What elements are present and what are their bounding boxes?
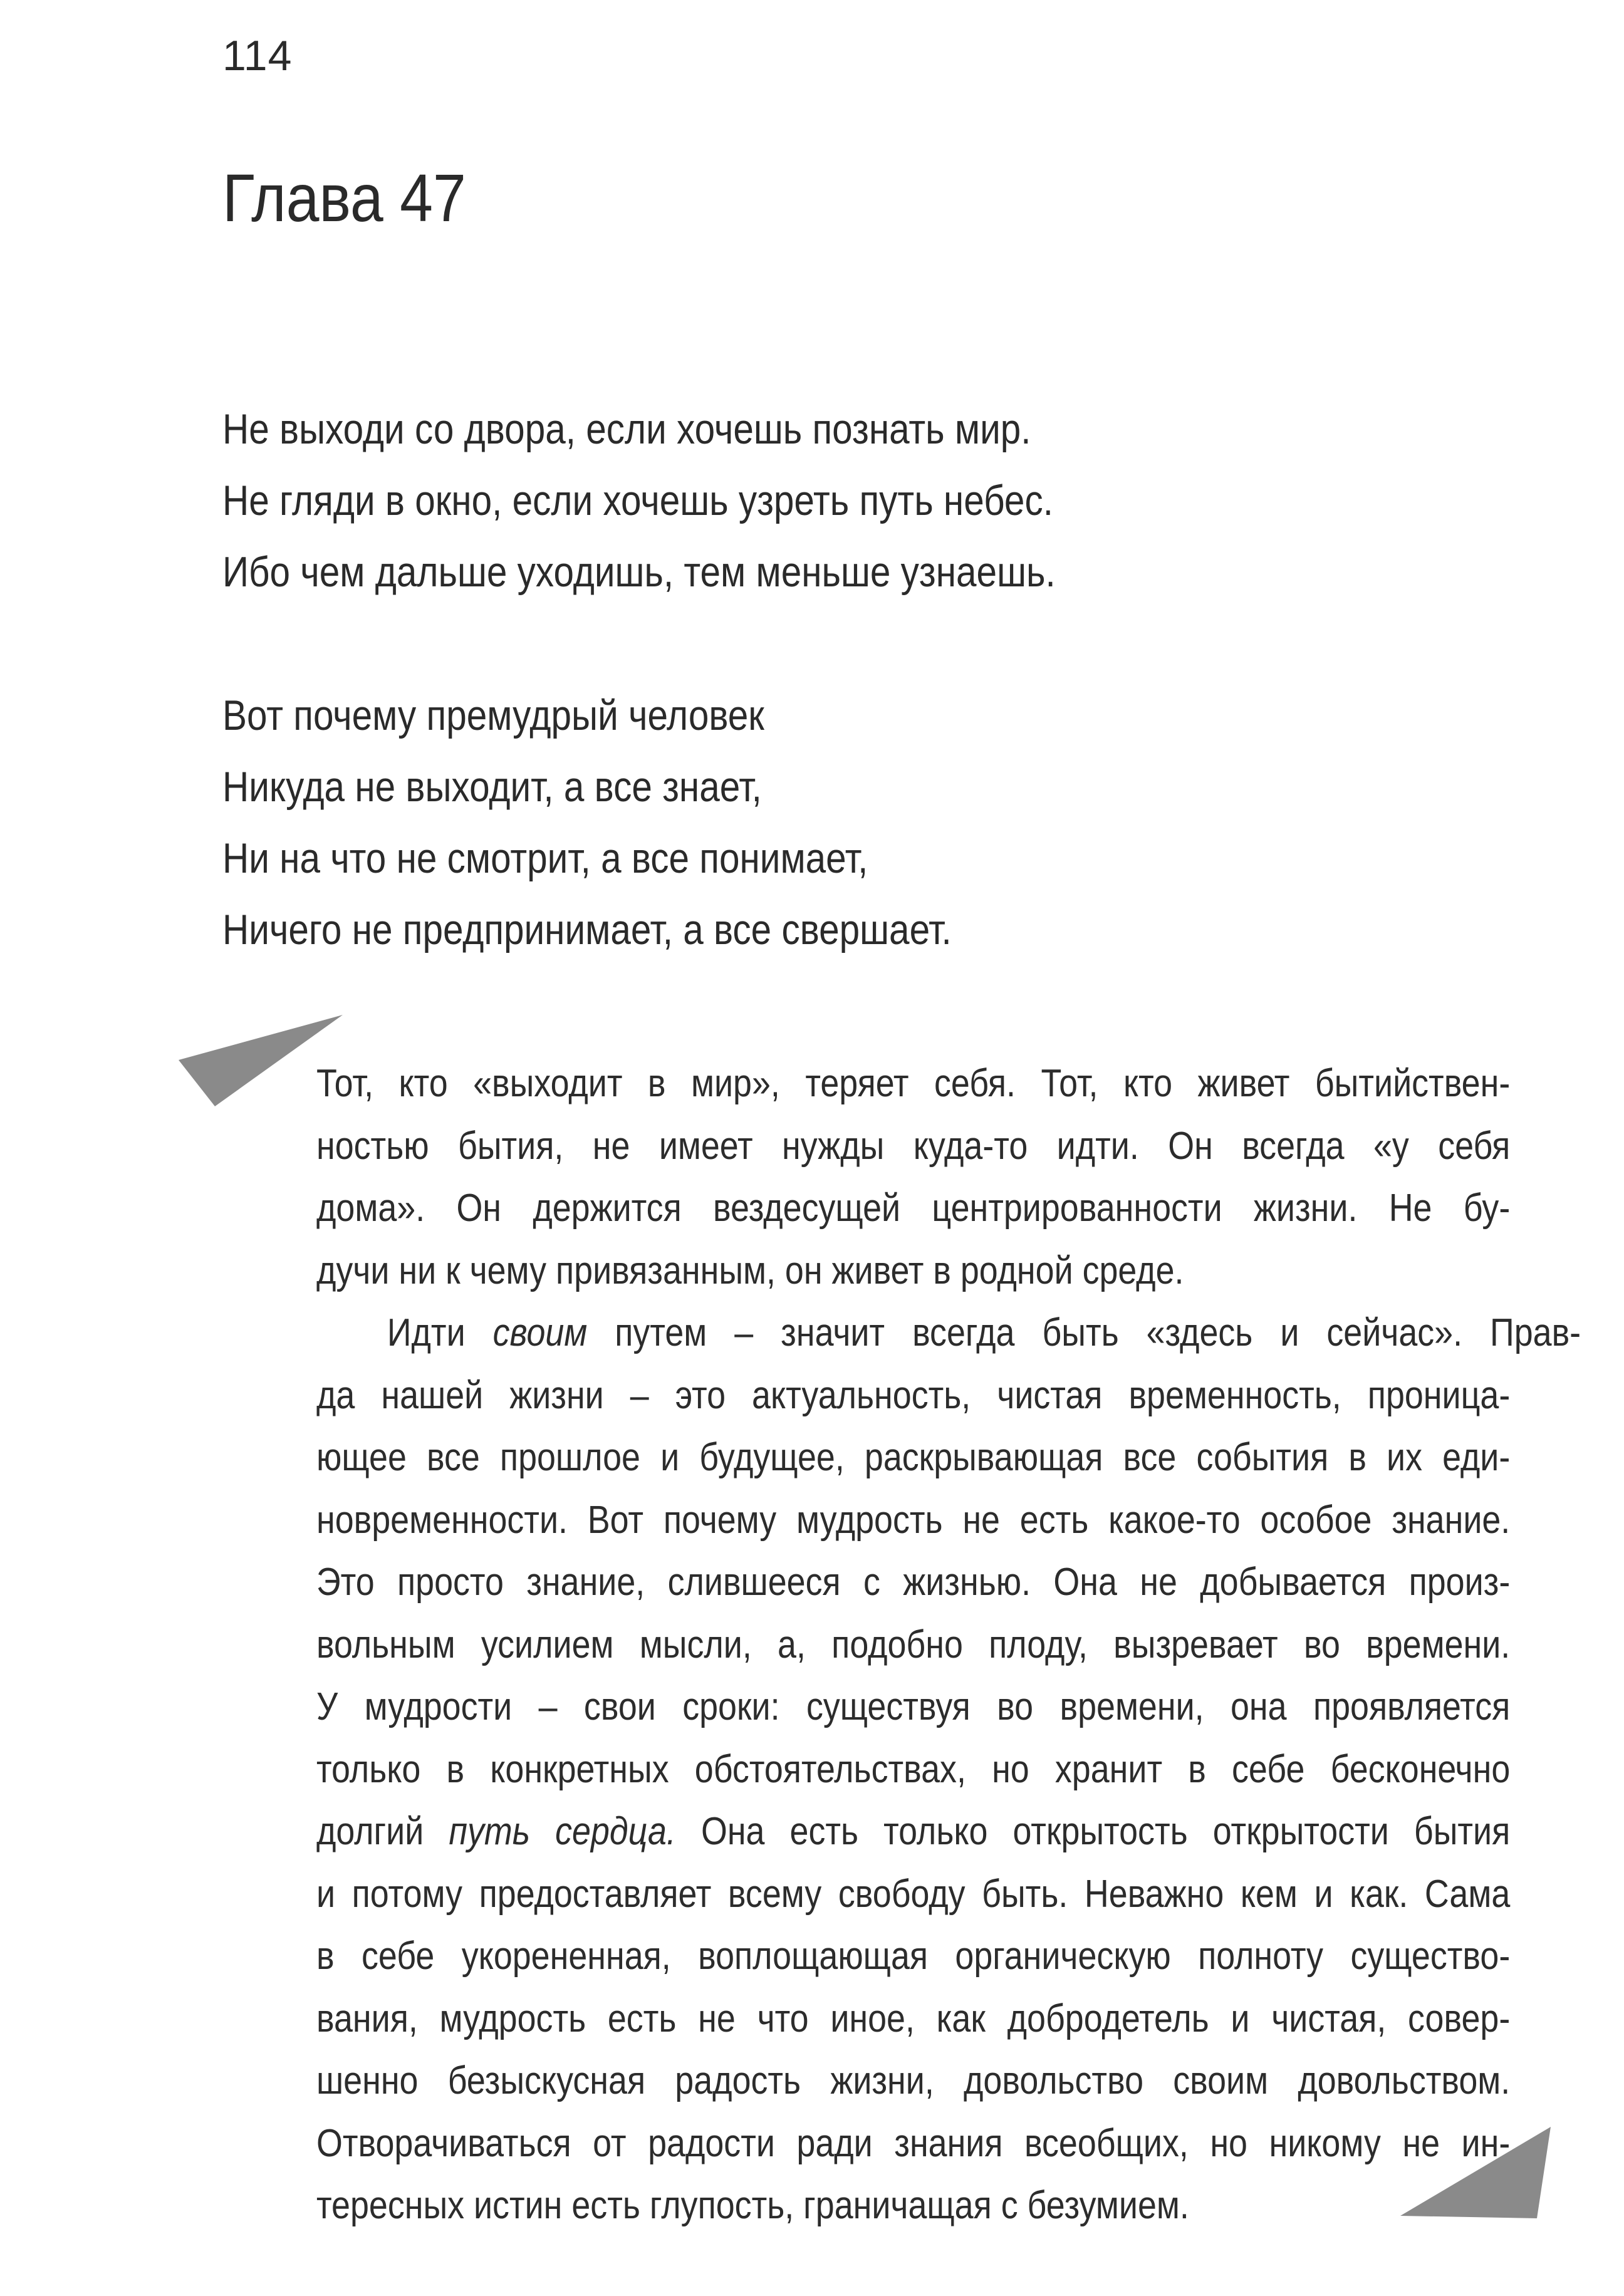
text-run: долгий <box>316 1810 424 1853</box>
commentary-line: вания, мудрость есть не что иное, как добродетель и чистая, совер- <box>316 1997 1511 2040</box>
decorative-triangle-bottom <box>1400 2127 1563 2221</box>
commentary-line <box>316 1302 1581 1364</box>
commentary-line: шенно безыскусная радость жизни, довольство своим довольством. <box>316 2059 1511 2102</box>
commentary-line: тересных истин есть глупость, граничащая с безумием. <box>316 2184 1189 2227</box>
text-run: Она есть только открытость открытости бытия <box>700 1810 1511 1853</box>
commentary-line: ющее все прошлое и будущее, раскрывающая все события в их еди- <box>316 1436 1511 1479</box>
emphasis: путь сердца. <box>449 1810 676 1853</box>
commentary-text <box>316 1052 1581 2237</box>
commentary-line: вольным усилием мысли, а, подобно плоду, вызревает во времени. <box>316 1623 1511 1666</box>
commentary-line: только в конкретных обстоятельствах, но хранит в себе бесконечно <box>316 1747 1511 1791</box>
commentary-line: ностью бытия, не имеет нужды куда-то идти. Он всегда «у себя <box>316 1124 1511 1168</box>
commentary-line: У мудрости – свои сроки: существуя во времени, она проявляется <box>316 1685 1511 1728</box>
commentary-line: и потому предоставляет всему свободу быть. Неважно кем и как. Сама <box>316 1872 1511 1916</box>
chapter-title: Глава 47 <box>222 160 466 236</box>
text-run: Идти <box>387 1311 466 1354</box>
verse-line: Не выходи со двора, если хочешь познать мир. <box>222 405 1031 453</box>
page-number: 114 <box>222 32 293 80</box>
verse-stanza-1 <box>222 393 1056 608</box>
verse-line: Вот почему премудрый человек <box>222 692 764 739</box>
text-run: путем – значит всегда быть «здесь и сейчас». Прав- <box>615 1311 1581 1354</box>
commentary-line: Отворачиваться от радости ради знания всеобщих, но никому не ин- <box>316 2121 1511 2165</box>
verse-line: Не гляди в окно, если хочешь узреть путь небес. <box>222 477 1053 524</box>
commentary-line <box>316 1800 1510 1863</box>
commentary-line: дучи ни к чему привязанным, он живет в родной среде. <box>316 1249 1184 1292</box>
verse-line: Ни на что не смотрит, а все понимает, <box>222 834 868 882</box>
commentary-line: дома». Он держится вездесущей центрированности жизни. Не бу- <box>316 1187 1511 1230</box>
verse-line: Ибо чем дальше уходишь, тем меньше узнаешь. <box>222 548 1056 596</box>
commentary-line: да нашей жизни – это актуальность, чистая временность, проница- <box>316 1373 1511 1417</box>
emphasis: своим <box>492 1311 588 1354</box>
commentary-line: новременности. Вот почему мудрость не есть какое-то особое знание. <box>316 1498 1511 1542</box>
commentary-line: в себе укорененная, воплощающая органическую полноту существо- <box>316 1935 1511 1978</box>
verse-stanza-2 <box>222 680 952 965</box>
commentary-line: Тот, кто «выходит в мир», теряет себя. Тот, кто живет бытийствен- <box>316 1062 1511 1105</box>
verse-line: Никуда не выходит, а все знает, <box>222 763 762 811</box>
verse-line: Ничего не предпринимает, а все свершает. <box>222 906 952 953</box>
commentary-line: Это просто знание, слившееся с жизнью. Она не добывается произ- <box>316 1561 1511 1604</box>
